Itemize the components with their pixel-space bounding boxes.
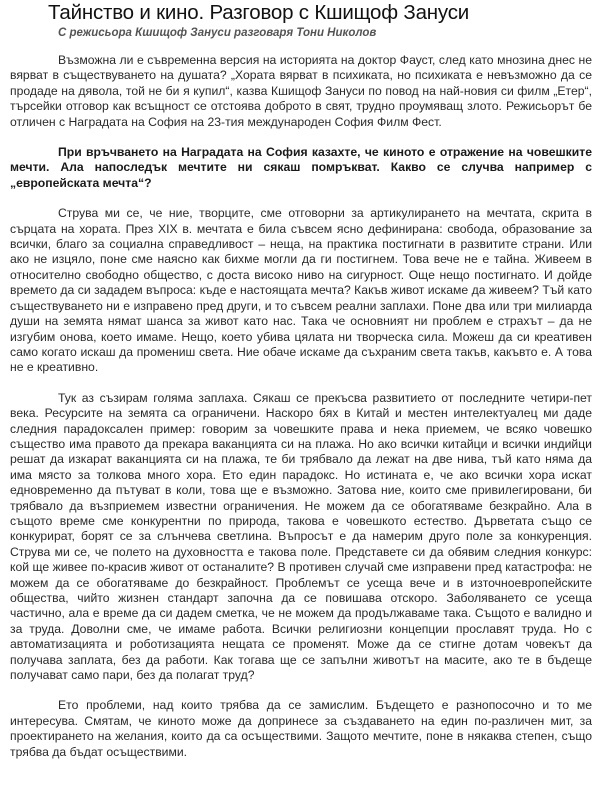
answer-paragraph: Ето проблеми, над които трябва да се замислим. Бъдещето е разнопосочно и то ме интересува. Смятам, че киното може да допринесе за създаването на един по-различен мит, за проектирането на желания, които да са осъществими. Защото мечтите, поне в някаква степен, също трябва да бъдат осъществими. xyxy=(10,698,592,759)
lead-paragraph: Възможна ли е съвременна версия на историята на доктор Фауст, след като мнозина днес не вярват в съществуването на душата? „Хората вярват в психиката, но психиката е невъзможно да се продаде на дявола, той не би я купил“, казва Кшищоф Зануси по повод на най-новия си филм „Етер“, търсейки отговор как всъщност се отстоява доброто в свят, трудно проумяващ злото. Режисьорът бе отличен с Наградата на София на 23-тия международен София Филм Фест. xyxy=(10,53,592,129)
answer-paragraph: Тук аз съзирам голяма заплаха. Сякаш се прекъсва развитието от последните четири-пет века. Ресурсите на земята са ограничени. Наскоро бях в Китай и местен интелектуалец ми даде следния парадоксален пример: говорим за човешките права и нека приемем, че всяко човешко същество има правото да прекара ваканцията си на плажа. Но ако всички китайци и всички индийци решат да изкарат ваканцията си на плажа, те би трябвало да лежат на две нива, тъй като няма да има място за толкова много хора. Ето един парадокс. Но истината е, че ако всички хора искат едновременно да пътуват в коли, това ще е възможно. Затова ние, които сме привилегировани, би трябвало да възприемем известни ограничения. Не можем да се обогатяваме безкрайно. Ала в същото време сме конкурентни по природа, такова е човешкото естество. Дърветата също се конкурират, борят се за слънчева светлина. Въпросът е да намерим друго поле за конкуренция. Струва ми се, че полето на духовността е такова поле. Представете си да обявим следния конкурс: кой ще живее по-красив живот от останалите? В противен случай сме изправени пред катастрофа: не можем да се обогатяваме до безкрайност. Проблемът се усеща вече и в източноевропейските общества, чийто жизнен стандарт започна да се повишава отскоро. Заболяването се усеща частично, ала е време да си дадем сметка, че не можем да продължаваме така. Същото е валидно и за труда. Доволни сме, че имаме работа. Всички религиозни концепции прославят труда. Но с автоматизацията и роботизацията нещата се променят. Може да се стигне дотам човекът да получава заплата, без да работи. Как тогава ще се запълни животът на масите, ако те в бъдеще получават само пари, без да полагат труд? xyxy=(10,390,592,683)
article-title: Тайнство и кино. Разговор с Кшищоф Зануси xyxy=(48,1,470,24)
article-subtitle: С режисьора Кшищоф Зануси разговаря Тони Николов xyxy=(58,27,377,39)
interview-question: При връчването на Наградата на София казахте, че киното е отражение на човешките мечти. Ала напоследък мечтите ни сякаш помръкват. Какво се случва например с „европейската мечта“? xyxy=(10,145,592,190)
answer-paragraph: Струва ми се, че ние, творците, сме отговорни за артикулирането на мечтата, скрита в сърцата на хората. През XIX в. мечтата е била съвсем ясно дефинирана: свобода, образование за всички, благо за социална справедливост – неща, на практика постигнати в развитите страни. Или ако не изцяло, поне сме наясно как бихме могли да ги постигнем. Това вече не е тайна. Живеем в относително свободно общество, с доста високо ниво на сигурност. Още нещо постигнато. И дойде времето да си зададем въпроса: къде е настоящата мечта? Какъв живот искаме да живеем? Тъй като съществуването ни е изправено пред други, и то съвсем реални заплахи. Поне два или три милиарда души на земята нямат шанса за живот като нас. Така че основният ни проблем е страхът – да не изгубим онова, което имаме. Нещо, което убива цялата ни творческа сила. Можеш да си креативен само когато искаш да промениш света. Ние обаче искаме да съхраним света такъв, какъвто е. А това не е креативно. xyxy=(10,206,592,375)
